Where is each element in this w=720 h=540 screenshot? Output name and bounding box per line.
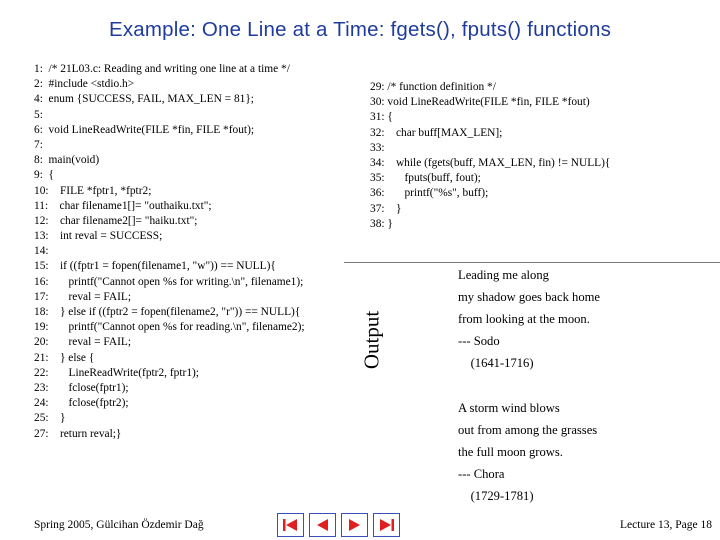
code-line: 12: char filename2[]= "haiku.txt"; (34, 214, 198, 227)
code-line: 8: main(void) (34, 154, 100, 167)
first-page-icon (277, 513, 304, 537)
code-line: 35: fputs(buff, fout); (370, 172, 481, 185)
code-line: 11: char filename1[]= "outhaiku.txt"; (34, 199, 212, 212)
code-line: 7: (34, 138, 43, 151)
output-poem-2 (458, 397, 597, 507)
output-label: Output (359, 310, 384, 370)
output-line: Leading me along (458, 268, 549, 282)
output-line: my shadow goes back home (458, 290, 600, 304)
code-line: 25: } (34, 412, 66, 425)
output-line: from looking at the moon. (458, 312, 590, 326)
code-line: 32: char buff[MAX_LEN]; (370, 126, 503, 139)
code-line: 31: { (370, 111, 393, 124)
output-poem-1 (458, 264, 600, 374)
code-line: 5: (34, 108, 43, 121)
next-page-icon (341, 513, 368, 537)
nav-next-button[interactable] (341, 513, 368, 537)
output-divider (344, 262, 720, 263)
footer-page: Lecture 13, Page 18 (620, 519, 712, 531)
code-line: 4: enum {SUCCESS, FAIL, MAX_LEN = 81}; (34, 93, 254, 106)
code-line: 14: (34, 245, 49, 258)
output-line: the full moon grows. (458, 445, 563, 459)
code-listing-function (370, 80, 610, 232)
code-line: 24: fclose(fptr2); (34, 397, 129, 410)
code-line: 34: while (fgets(buff, MAX_LEN, fin) != NULL){ (370, 156, 611, 169)
output-line: out from among the grasses (458, 423, 598, 437)
code-line: 20: reval = FAIL; (34, 336, 132, 349)
code-line: 27: return reval;} (34, 427, 122, 440)
previous-page-icon (309, 513, 336, 537)
code-line: 30: void LineReadWrite(FILE *fin, FILE *fout) (370, 96, 590, 109)
code-line: 33: (370, 141, 385, 154)
code-line: 13: int reval = SUCCESS; (34, 230, 163, 243)
nav-previous-button[interactable] (309, 513, 336, 537)
code-line: 21: } else { (34, 351, 95, 364)
code-line: 6: void LineReadWrite(FILE *fin, FILE *fout); (34, 123, 255, 136)
footer-author: Spring 2005, Gülcihan Özdemir Dağ (34, 519, 204, 531)
output-line: --- Sodo (458, 334, 500, 348)
output-line: (1729-1781) (458, 489, 534, 503)
code-line: 16: printf("Cannot open %s for writing.\n", filename1); (34, 275, 304, 288)
code-line: 2: #include <stdio.h> (34, 78, 135, 91)
code-line: 9: { (34, 169, 55, 182)
code-line: 18: } else if ((fptr2 = fopen(filename2, "r")) == NULL){ (34, 306, 301, 318)
code-line: 15: if ((fptr1 = fopen(filename1, "w")) == NULL){ (34, 260, 276, 273)
output-line: --- Chora (458, 467, 505, 481)
code-line: 29: /* function definition */ (370, 81, 496, 93)
last-page-icon (373, 513, 400, 537)
code-listing-main (34, 62, 305, 442)
code-line: 17: reval = FAIL; (34, 290, 132, 303)
nav-last-button[interactable] (373, 513, 400, 537)
code-line: 23: fclose(fptr1); (34, 381, 129, 394)
code-line: 10: FILE *fptr1, *fptr2; (34, 184, 152, 197)
slide-title: Example: One Line at a Time: fgets(), fputs() functions (108, 18, 612, 41)
code-line: 1: /* 21L03.c: Reading and writing one line at a time */ (34, 63, 290, 75)
output-line: (1641-1716) (458, 356, 534, 370)
code-line: 37: } (370, 202, 402, 215)
code-line: 38: } (370, 217, 393, 230)
code-line: 19: printf("Cannot open %s for reading.\n", filename2); (34, 321, 305, 334)
output-line: A storm wind blows (458, 401, 560, 415)
nav-first-button[interactable] (277, 513, 304, 537)
code-line: 22: LineReadWrite(fptr2, fptr1); (34, 366, 199, 379)
code-line: 36: printf("%s", buff); (370, 187, 489, 200)
